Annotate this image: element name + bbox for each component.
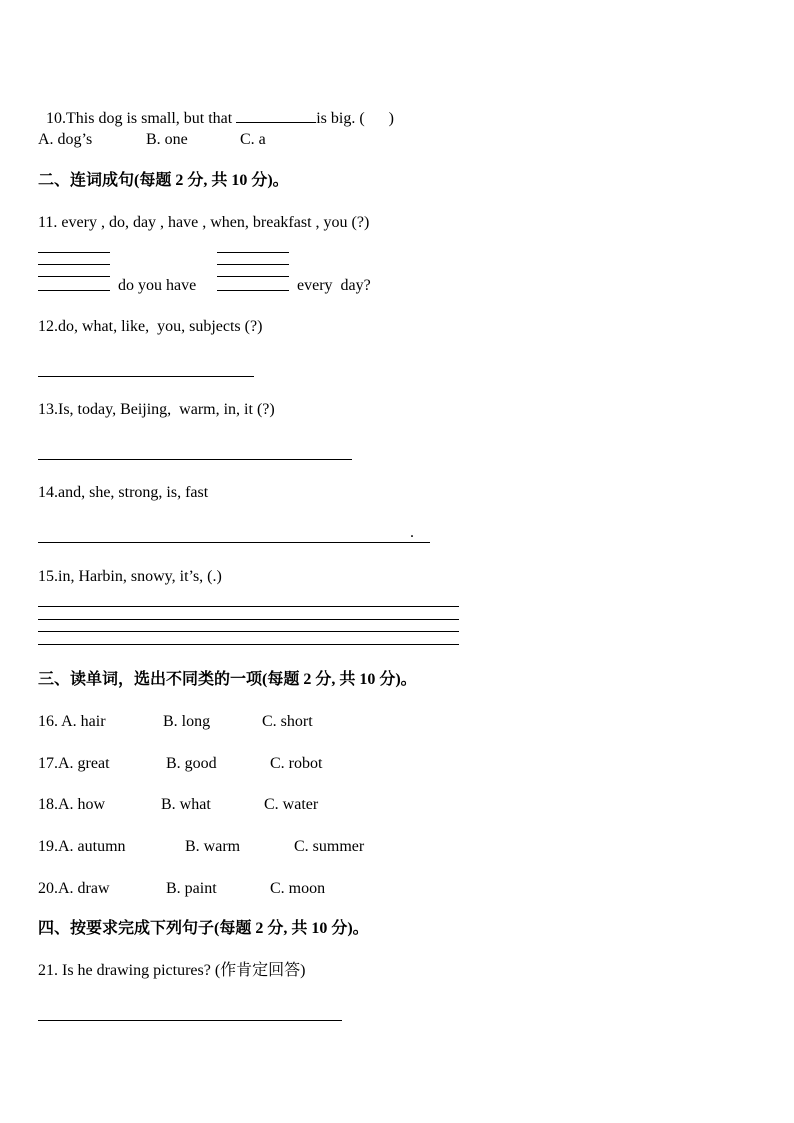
q11-end-text: every day?: [297, 277, 371, 294]
q15-answer-line[interactable]: [38, 619, 459, 620]
q11-answer-line[interactable]: [217, 264, 289, 265]
question-13: 13.Is, today, Beijing, warm, in, it (?): [38, 401, 275, 418]
q16-option-a: 16. A. hair: [38, 713, 106, 730]
q11-answer-line[interactable]: [38, 290, 110, 291]
q11-answer-line[interactable]: [217, 276, 289, 277]
question-11: 11. every , do, day , have , when, breakfast , you (?): [38, 214, 370, 231]
q11-answer-line[interactable]: [217, 290, 289, 291]
q20-option-c: C. moon: [270, 880, 326, 897]
section-4-heading: 四、按要求完成下列句子(每题 2 分, 共 10 分)。: [38, 920, 369, 937]
q10-option-a: A. dog’s: [38, 131, 93, 148]
q19-option-c: C. summer: [294, 838, 365, 855]
q10-option-c: C. a: [240, 131, 266, 148]
q10-option-b: B. one: [146, 131, 188, 148]
question-14: 14.and, she, strong, is, fast: [38, 484, 209, 501]
q15-answer-line[interactable]: [38, 644, 459, 645]
q17-option-c: C. robot: [270, 755, 323, 772]
q15-answer-line[interactable]: [38, 606, 459, 607]
q12-answer-line[interactable]: [38, 376, 254, 377]
q19-option-b: B. warm: [185, 838, 241, 855]
q15-answer-line[interactable]: [38, 631, 459, 632]
q11-answer-line[interactable]: [38, 264, 110, 265]
section-3-heading: 三、读单词，选出不同类的一项(每题 2 分, 共 10 分)。: [38, 671, 417, 688]
q13-answer-line[interactable]: [38, 459, 352, 460]
question-21: 21. Is he drawing pictures? (作肯定回答): [38, 962, 306, 979]
q14-answer-line[interactable]: [38, 542, 430, 543]
question-10: [38, 88, 394, 129]
q17-option-b: B. good: [166, 755, 217, 772]
q17-option-a: 17.A. great: [38, 755, 110, 772]
q20-option-a: 20.A. draw: [38, 880, 110, 897]
q10-blank[interactable]: [236, 108, 316, 123]
q16-option-c: C. short: [262, 713, 313, 730]
q11-answer-line[interactable]: [217, 252, 289, 253]
q16-option-b: B. long: [163, 713, 211, 730]
q11-middle-text: do you have: [118, 277, 197, 294]
q18-option-a: 18.A. how: [38, 796, 106, 813]
q11-answer-line[interactable]: [38, 276, 110, 277]
q18-option-c: C. water: [264, 796, 319, 813]
q11-answer-line[interactable]: [38, 252, 110, 253]
question-15: 15.in, Harbin, snowy, it’s, (.): [38, 568, 222, 585]
q18-option-b: B. what: [161, 796, 211, 813]
q10-stem-end: is big. ( ): [316, 110, 394, 127]
section-2-heading: 二、连词成句(每题 2 分, 共 10 分)。: [38, 172, 289, 189]
q20-option-b: B. paint: [166, 880, 217, 897]
q21-answer-line[interactable]: [38, 1020, 342, 1021]
q19-option-a: 19.A. autumn: [38, 838, 126, 855]
question-12: 12.do, what, like, you, subjects (?): [38, 318, 263, 335]
q10-stem-start: 10.This dog is small, but that: [46, 110, 237, 127]
q14-period: .: [410, 524, 414, 541]
